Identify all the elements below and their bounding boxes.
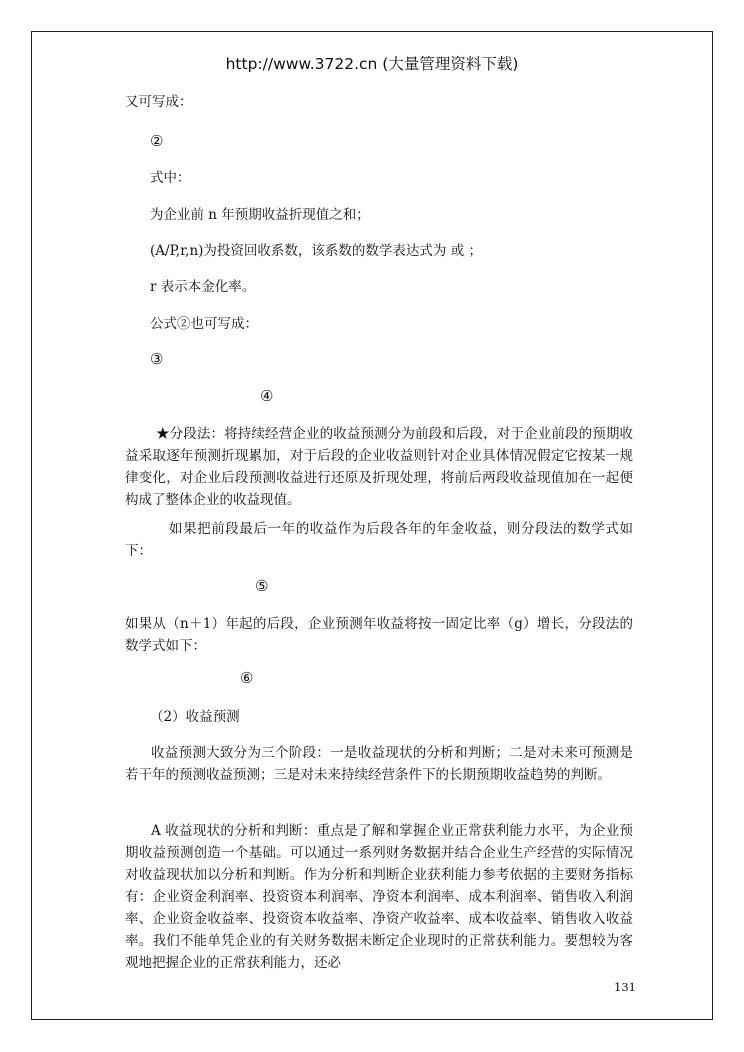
- text-line-4: 为企业前 n 年预期收益折现值之和；: [150, 207, 370, 223]
- text-line-5: (A/P,r,n)为投资回收系数，该系数的数学表达式为 或 ；: [150, 243, 483, 259]
- text-line-6: r 表示本金化率。: [150, 279, 256, 295]
- formula-5-marker: ⑤: [255, 577, 269, 595]
- paragraph-growth: 如果从（n＋1）年起的后段，企业预测年收益将按一固定比率（g）增长，分段法的数学式如下：: [125, 616, 633, 654]
- page-header: http://www.3722.cn (大量管理资料下载): [225, 55, 519, 73]
- formula-2-marker: ②: [150, 132, 164, 150]
- text-line-3: 式中：: [150, 170, 191, 186]
- paragraph-segment-method: ★分段法：将持续经营企业的收益预测分为前段和后段，对于企业前段的预期收益采取逐年预测折现累加，对于后段的企业收益则针对企业具体情况假定它按某一规律变化，对企业后段预测收益进行还原及折现处理，将前后两段收益现值加在一起便构成了整体企业的收益现值。: [125, 426, 633, 508]
- paragraph-forecast-stages: 收益预测大致分为三个阶段：一是收益现状的分析和判断；二是对未来可预测是若干年的预测收益预测；三是对未来持续经营条件下的长期预期收益趋势的判断。: [125, 745, 633, 783]
- text-line-7: 公式②也可写成：: [150, 316, 258, 332]
- paragraph-income-analysis: A 收益现状的分析和判断：重点是了解和掌握企业正常获利能力水平，为企业预期收益预测创造一个基础。可以通过一系列财务数据并结合企业生产经营的实际情况对收益现状加以分析和判断。作为分析和判断企业获利能力参考依据的主要财务指标有：企业资金利润率、投资资本利润率、净资本利润率、成本利润率、销售收入利润率、企业资金收益率、投资资本收益率、净资产收益率、成本收益率、销售收入收益率。我们不能单凭企业的有关财务数据未断定企业现时的正常获利能力。要想较为客观地把握企业的正常获利能力，还必: [125, 823, 633, 971]
- formula-3-marker: ③: [150, 350, 164, 368]
- paragraph-annuity: 如果把前段最后一年的收益作为后段各年的年金收益，则分段法的数学式如下：: [125, 521, 633, 559]
- text-line-1: 又可写成：: [125, 94, 193, 110]
- formula-6-marker: ⑥: [240, 669, 254, 687]
- section-heading: （2）收益预测: [150, 709, 240, 725]
- page-number: 131: [614, 980, 636, 994]
- formula-4-marker: ④: [260, 387, 274, 405]
